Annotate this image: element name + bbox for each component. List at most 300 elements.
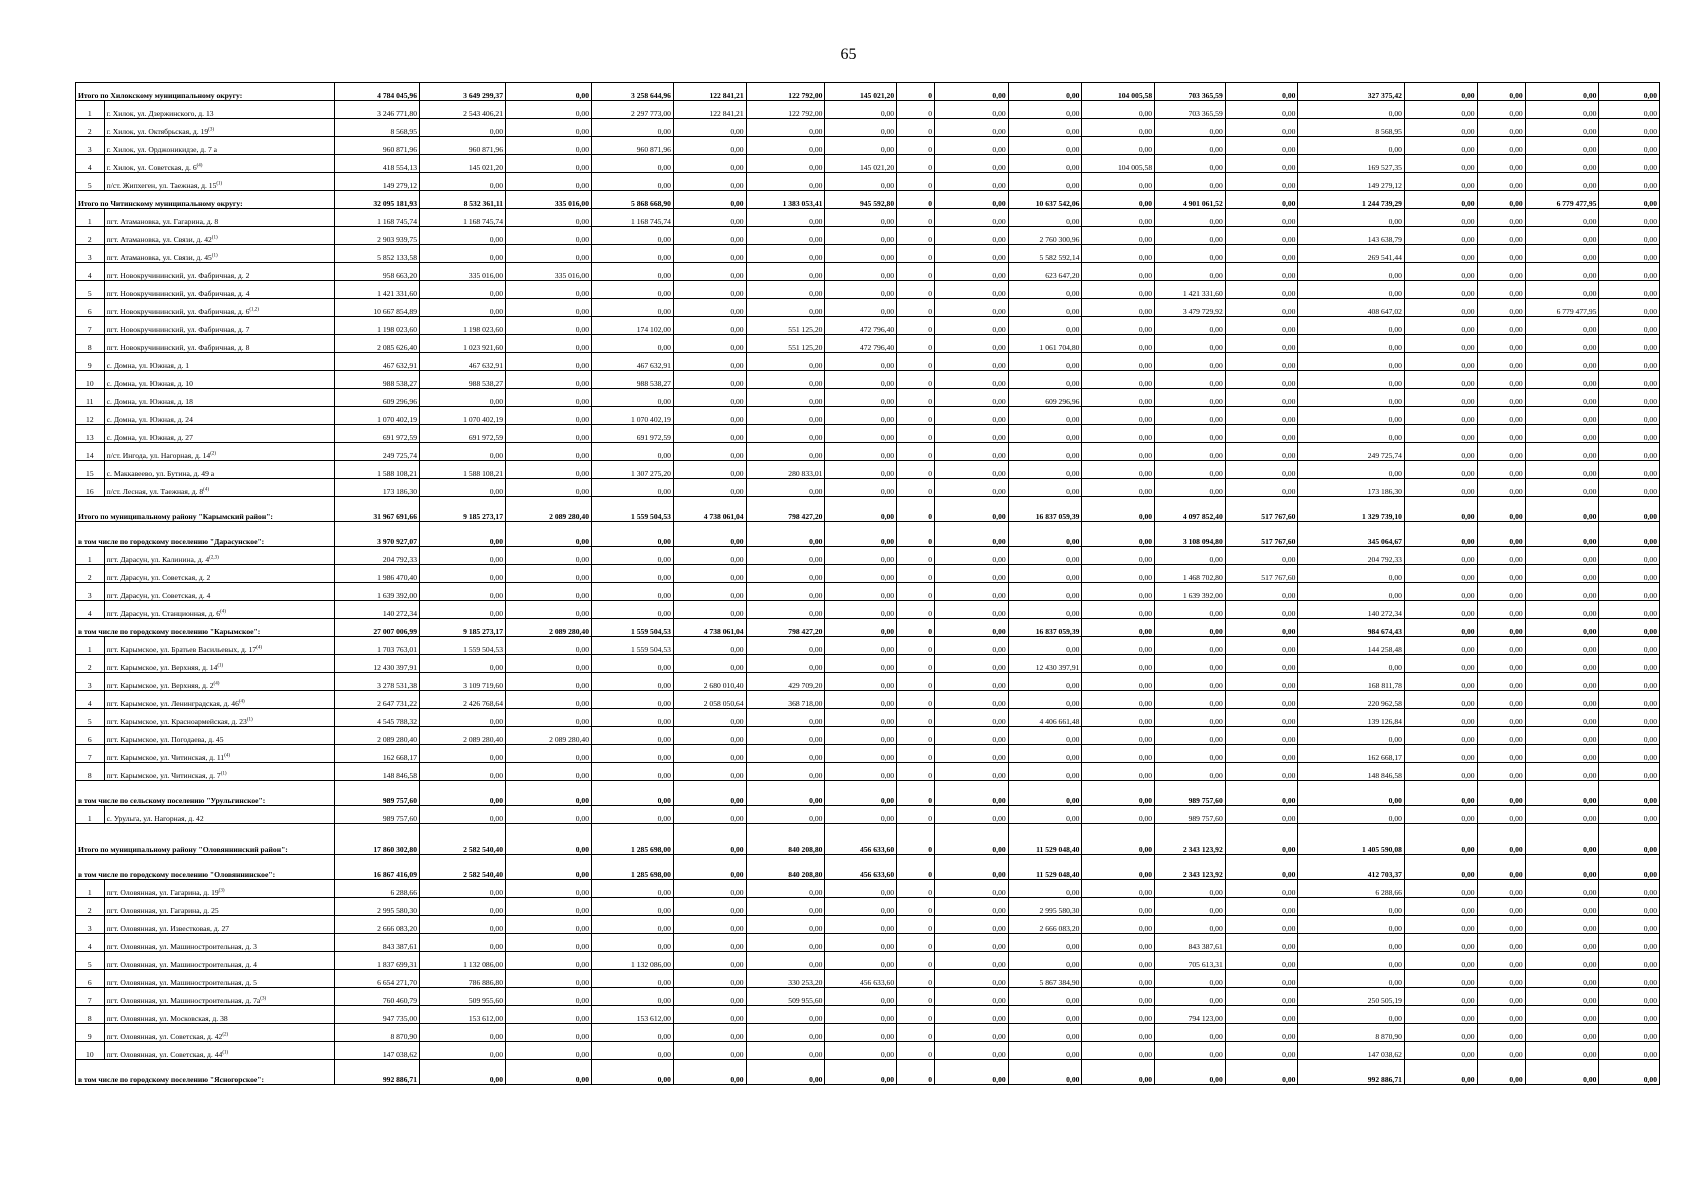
value-cell: 0,00: [825, 209, 897, 227]
value-cell: 0,00: [1404, 155, 1477, 173]
value-cell: 0,00: [506, 934, 592, 952]
value-cell: 0,00: [592, 1024, 674, 1042]
value-cell: 0,00: [1225, 916, 1298, 934]
value-cell: 0,00: [934, 655, 1008, 673]
value-cell: 12 430 397,91: [335, 655, 420, 673]
value-cell: 2 085 626,40: [335, 335, 420, 353]
value-cell: 0,00: [1525, 673, 1599, 691]
value-cell: 0,00: [1155, 880, 1226, 898]
table-row: [76, 281, 1660, 299]
value-cell: 1 307 275,20: [592, 461, 674, 479]
value-cell: 0,00: [506, 317, 592, 335]
value-cell: 0: [897, 952, 935, 970]
value-cell: 0,00: [1008, 880, 1082, 898]
value-cell: 0,00: [1225, 281, 1298, 299]
value-cell: 0,00: [1155, 227, 1226, 245]
address-cell: [104, 371, 334, 389]
row-number: 5: [76, 952, 105, 970]
value-cell: 0,00: [1404, 119, 1477, 137]
value-cell: 0,00: [1008, 83, 1082, 101]
value-cell: 0,00: [506, 119, 592, 137]
table-row: [76, 898, 1660, 916]
value-cell: 0,00: [1477, 655, 1525, 673]
value-cell: 0,00: [1477, 317, 1525, 335]
value-cell: 0,00: [673, 173, 746, 191]
value-cell: 0,00: [1525, 952, 1599, 970]
value-cell: 0,00: [1599, 497, 1660, 522]
value-cell: 0,00: [1404, 988, 1477, 1006]
value-cell: 0,00: [1155, 547, 1226, 565]
value-cell: 0,00: [1008, 583, 1082, 601]
total-row: [76, 83, 1660, 101]
address-cell: [104, 461, 334, 479]
value-cell: 0,00: [1404, 970, 1477, 988]
row-number: 2: [76, 655, 105, 673]
value-cell: 249 725,74: [335, 443, 420, 461]
address-cell: [104, 601, 334, 619]
value-cell: 0,00: [1404, 745, 1477, 763]
value-cell: 140 272,34: [335, 601, 420, 619]
table-row: [76, 443, 1660, 461]
value-cell: 220 962,58: [1298, 691, 1404, 709]
value-cell: 760 460,79: [335, 988, 420, 1006]
value-cell: 0: [897, 745, 935, 763]
value-cell: 0,00: [1477, 407, 1525, 425]
value-cell: 1 421 331,60: [335, 281, 420, 299]
value-cell: 0,00: [1082, 407, 1155, 425]
value-cell: 0,00: [1599, 522, 1660, 547]
value-cell: 0,00: [1298, 934, 1404, 952]
value-cell: 0,00: [1599, 601, 1660, 619]
footnote-mark: (1): [246, 717, 253, 723]
address-cell: [104, 137, 334, 155]
table-row: [76, 727, 1660, 745]
value-cell: 0,00: [1525, 601, 1599, 619]
value-cell: 0,00: [1599, 407, 1660, 425]
value-cell: 6 288,66: [335, 880, 420, 898]
value-cell: 0,00: [673, 898, 746, 916]
row-number: 3: [76, 245, 105, 263]
value-cell: 0,00: [673, 880, 746, 898]
row-number: 2: [76, 565, 105, 583]
table-row: [76, 709, 1660, 727]
address-cell: [104, 227, 334, 245]
value-cell: 3 479 729,92: [1155, 299, 1226, 317]
address-text: пгт. Атамановка, ул. Гагарина, д. 8: [106, 217, 219, 226]
value-cell: 2 089 280,40: [420, 727, 506, 745]
footnote-mark: (4): [213, 681, 220, 687]
value-cell: 0,00: [506, 781, 592, 806]
value-cell: 0,00: [506, 522, 592, 547]
value-cell: 0,00: [934, 1024, 1008, 1042]
value-cell: 0,00: [1298, 281, 1404, 299]
value-cell: 0,00: [1082, 335, 1155, 353]
address-cell: [104, 655, 334, 673]
value-cell: 0,00: [1404, 763, 1477, 781]
value-cell: 0,00: [825, 371, 897, 389]
value-cell: 0,00: [673, 601, 746, 619]
value-cell: 2 058 050,64: [673, 691, 746, 709]
address-text: г. Хилок, ул. Октябрьская, д. 19: [106, 127, 209, 136]
address-cell: [104, 1006, 334, 1024]
value-cell: 0,00: [1477, 479, 1525, 497]
value-cell: 0: [897, 655, 935, 673]
value-cell: 843 387,61: [335, 934, 420, 952]
value-cell: 0,00: [1155, 263, 1226, 281]
value-cell: 2 666 083,20: [335, 916, 420, 934]
value-cell: 0,00: [673, 970, 746, 988]
value-cell: 0,00: [825, 263, 897, 281]
value-cell: 0,00: [1082, 461, 1155, 479]
value-cell: 0,00: [673, 281, 746, 299]
value-cell: 6 654 271,70: [335, 970, 420, 988]
value-cell: 0,00: [1525, 745, 1599, 763]
value-cell: 984 674,43: [1298, 619, 1404, 637]
value-cell: 0,00: [1599, 709, 1660, 727]
row-number: 3: [76, 916, 105, 934]
value-cell: 5 867 384,90: [1008, 970, 1082, 988]
value-cell: 0,00: [1525, 281, 1599, 299]
value-cell: 0,00: [1008, 522, 1082, 547]
value-cell: 0,00: [746, 1060, 825, 1085]
value-cell: 0,00: [1155, 1042, 1226, 1060]
value-cell: 0,00: [1082, 727, 1155, 745]
value-cell: 0,00: [1477, 155, 1525, 173]
value-cell: 0,00: [1477, 988, 1525, 1006]
value-cell: 0,00: [1525, 855, 1599, 880]
value-cell: 0,00: [825, 1006, 897, 1024]
value-cell: 0,00: [1599, 461, 1660, 479]
value-cell: 0,00: [592, 691, 674, 709]
value-cell: 517 767,60: [1225, 565, 1298, 583]
value-cell: 0,00: [592, 673, 674, 691]
value-cell: 0,00: [1477, 335, 1525, 353]
row-number: 8: [76, 335, 105, 353]
value-cell: 0,00: [1298, 335, 1404, 353]
value-cell: 0,00: [1082, 691, 1155, 709]
value-cell: 0,00: [1477, 522, 1525, 547]
row-number: 4: [76, 934, 105, 952]
value-cell: 145 021,20: [420, 155, 506, 173]
value-cell: 0,00: [1155, 655, 1226, 673]
value-cell: 0,00: [1008, 209, 1082, 227]
value-cell: 0,00: [1082, 824, 1155, 855]
value-cell: 173 186,30: [1298, 479, 1404, 497]
value-cell: 0,00: [1599, 1042, 1660, 1060]
address-text: с. Маккавеево, ул. Бутина, д. 49 а: [106, 469, 215, 478]
value-cell: 0,00: [506, 443, 592, 461]
value-cell: 0,00: [1008, 806, 1082, 824]
value-cell: 0,00: [1525, 389, 1599, 407]
footnote-mark: (1,2): [249, 307, 259, 313]
value-cell: 0,00: [592, 781, 674, 806]
row-number: 12: [76, 407, 105, 425]
address-text: пгт. Оловянная, ул. Советская, д. 42: [106, 1032, 223, 1041]
value-cell: 0,00: [1155, 691, 1226, 709]
value-cell: 0,00: [1525, 583, 1599, 601]
value-cell: 0,00: [1477, 263, 1525, 281]
address-text: пгт. Оловянная, ул. Машиностроительная, д. 3: [106, 942, 257, 951]
value-cell: 0,00: [934, 934, 1008, 952]
value-cell: 0,00: [506, 1060, 592, 1085]
value-cell: 0,00: [1525, 1042, 1599, 1060]
value-cell: 0,00: [1525, 371, 1599, 389]
value-cell: 0,00: [1155, 745, 1226, 763]
value-cell: 335 016,00: [420, 263, 506, 281]
value-cell: 0,00: [1404, 461, 1477, 479]
value-cell: 0,00: [1599, 824, 1660, 855]
value-cell: 0,00: [1082, 209, 1155, 227]
value-cell: 0,00: [934, 191, 1008, 209]
value-cell: 0,00: [1082, 1024, 1155, 1042]
value-cell: 0,00: [673, 245, 746, 263]
value-cell: 0,00: [1225, 83, 1298, 101]
address-text: пгт. Оловянная, ул. Машиностроительная, д. 4: [106, 960, 257, 969]
value-cell: 0,00: [1298, 655, 1404, 673]
value-cell: 0,00: [1298, 952, 1404, 970]
page-number: 65: [840, 46, 857, 63]
address-text: пгт. Оловянная, ул. Советская, д. 44: [106, 1050, 223, 1059]
value-cell: 0,00: [592, 1042, 674, 1060]
value-cell: 0: [897, 522, 935, 547]
value-cell: 0,00: [1525, 988, 1599, 1006]
value-cell: 0,00: [746, 155, 825, 173]
value-cell: 0,00: [934, 263, 1008, 281]
value-cell: 0,00: [1477, 1024, 1525, 1042]
value-cell: 250 505,19: [1298, 988, 1404, 1006]
value-cell: 0,00: [1404, 637, 1477, 655]
value-cell: 0,00: [746, 763, 825, 781]
table-row: [76, 119, 1660, 137]
value-cell: 0,00: [1225, 1006, 1298, 1024]
address-text: п/ст. Ингода, ул. Нагорная, д. 14: [106, 451, 211, 460]
value-cell: 467 632,91: [592, 353, 674, 371]
row-number: 14: [76, 443, 105, 461]
value-cell: 2 089 280,40: [506, 727, 592, 745]
value-cell: 0,00: [1008, 461, 1082, 479]
value-cell: 0,00: [1599, 353, 1660, 371]
total-label: в том числе по сельскому поселению "Урульгинское":: [76, 781, 335, 806]
value-cell: 0,00: [934, 727, 1008, 745]
footnote-mark: (2): [222, 1032, 229, 1038]
value-cell: 0,00: [825, 299, 897, 317]
value-cell: 0,00: [1599, 619, 1660, 637]
value-cell: 0,00: [1155, 407, 1226, 425]
value-cell: 149 279,12: [1298, 173, 1404, 191]
table-row: [76, 227, 1660, 245]
value-cell: 0,00: [592, 299, 674, 317]
value-cell: 0: [897, 407, 935, 425]
value-cell: 840 208,80: [746, 855, 825, 880]
footnote-mark: (1): [211, 235, 218, 241]
value-cell: 0,00: [592, 335, 674, 353]
value-cell: 0,00: [1155, 1060, 1226, 1085]
value-cell: 0,00: [825, 1024, 897, 1042]
row-number: 1: [76, 637, 105, 655]
value-cell: 0,00: [1082, 317, 1155, 335]
value-cell: 0: [897, 371, 935, 389]
value-cell: 0: [897, 763, 935, 781]
value-cell: 0,00: [934, 1006, 1008, 1024]
value-cell: 798 427,20: [746, 619, 825, 637]
value-cell: 0,00: [825, 497, 897, 522]
value-cell: 0,00: [1477, 745, 1525, 763]
value-cell: 0,00: [746, 934, 825, 952]
value-cell: 0: [897, 691, 935, 709]
value-cell: 0,00: [1599, 173, 1660, 191]
value-cell: 122 792,00: [746, 101, 825, 119]
value-cell: 0,00: [1477, 1060, 1525, 1085]
value-cell: 0: [897, 970, 935, 988]
value-cell: 144 258,48: [1298, 637, 1404, 655]
value-cell: 0,00: [673, 353, 746, 371]
value-cell: 0: [897, 191, 935, 209]
value-cell: 0,00: [1404, 443, 1477, 461]
table-row: [76, 583, 1660, 601]
value-cell: 0,00: [934, 209, 1008, 227]
value-cell: 2 680 010,40: [673, 673, 746, 691]
value-cell: 0,00: [1404, 934, 1477, 952]
row-number: 10: [76, 1042, 105, 1060]
value-cell: 0,00: [1155, 479, 1226, 497]
row-number: 10: [76, 371, 105, 389]
value-cell: 2 089 280,40: [335, 727, 420, 745]
value-cell: 1 285 698,00: [592, 824, 674, 855]
value-cell: 0,00: [673, 479, 746, 497]
value-cell: 0,00: [1008, 637, 1082, 655]
value-cell: 2 666 083,20: [1008, 916, 1082, 934]
value-cell: 2 426 768,64: [420, 691, 506, 709]
value-cell: 0,00: [1082, 281, 1155, 299]
value-cell: 0,00: [673, 916, 746, 934]
table-row: [76, 1042, 1660, 1060]
value-cell: 0,00: [420, 565, 506, 583]
value-cell: 1 198 023,60: [420, 317, 506, 335]
value-cell: 11 529 048,40: [1008, 824, 1082, 855]
value-cell: 0,00: [825, 601, 897, 619]
value-cell: 0,00: [1477, 425, 1525, 443]
value-cell: 5 582 592,14: [1008, 245, 1082, 263]
value-cell: 0,00: [1155, 619, 1226, 637]
value-cell: 0,00: [673, 389, 746, 407]
value-cell: 0,00: [592, 155, 674, 173]
value-cell: 0,00: [420, 1060, 506, 1085]
address-cell: [104, 263, 334, 281]
value-cell: 16 837 059,39: [1008, 619, 1082, 637]
value-cell: 0,00: [506, 952, 592, 970]
value-cell: 0,00: [673, 934, 746, 952]
value-cell: 0,00: [1477, 727, 1525, 745]
value-cell: 0,00: [1477, 443, 1525, 461]
value-cell: 5 868 668,90: [592, 191, 674, 209]
value-cell: 0,00: [1477, 952, 1525, 970]
value-cell: 0,00: [420, 443, 506, 461]
value-cell: 0,00: [592, 227, 674, 245]
value-cell: 0,00: [1599, 209, 1660, 227]
total-row: [76, 824, 1660, 855]
value-cell: 0,00: [746, 727, 825, 745]
value-cell: 0,00: [1477, 173, 1525, 191]
footnote-mark: (1): [222, 1050, 229, 1056]
value-cell: 0,00: [934, 880, 1008, 898]
value-cell: 0,00: [1525, 880, 1599, 898]
value-cell: 0,00: [1155, 389, 1226, 407]
value-cell: 2 297 773,00: [592, 101, 674, 119]
value-cell: 0,00: [825, 522, 897, 547]
value-cell: 0,00: [1525, 691, 1599, 709]
address-cell: [104, 281, 334, 299]
value-cell: 0,00: [420, 1042, 506, 1060]
value-cell: 0,00: [506, 371, 592, 389]
value-cell: 0,00: [506, 691, 592, 709]
value-cell: 0,00: [1082, 952, 1155, 970]
value-cell: 0,00: [1477, 461, 1525, 479]
address-cell: [104, 209, 334, 227]
total-row: [76, 522, 1660, 547]
value-cell: 0,00: [1082, 1060, 1155, 1085]
value-cell: 0,00: [1298, 1006, 1404, 1024]
address-text: пгт. Оловянная, ул. Машиностроительная, д. 5: [106, 978, 257, 987]
value-cell: 0,00: [746, 371, 825, 389]
row-number: 1: [76, 547, 105, 565]
table-row: [76, 137, 1660, 155]
value-cell: 0,00: [934, 497, 1008, 522]
value-cell: 0,00: [825, 1060, 897, 1085]
value-cell: 0,00: [1008, 173, 1082, 191]
row-number: 7: [76, 317, 105, 335]
row-number: 3: [76, 583, 105, 601]
value-cell: 0,00: [673, 299, 746, 317]
value-cell: 0,00: [1082, 601, 1155, 619]
value-cell: 0,00: [1225, 1060, 1298, 1085]
value-cell: 0,00: [1525, 353, 1599, 371]
value-cell: 0,00: [1082, 916, 1155, 934]
value-cell: 0,00: [1404, 673, 1477, 691]
value-cell: 0,00: [1298, 583, 1404, 601]
value-cell: 0,00: [934, 970, 1008, 988]
value-cell: 139 126,84: [1298, 709, 1404, 727]
table-row: [76, 101, 1660, 119]
value-cell: 0,00: [1404, 407, 1477, 425]
value-cell: 0,00: [506, 806, 592, 824]
value-cell: 0,00: [934, 83, 1008, 101]
address-text: пгт. Оловянная, ул. Машиностроительная, д. 7а: [106, 996, 261, 1005]
total-label: Итого по муниципальному району "Оловяннинский район":: [76, 824, 335, 855]
table-row: [76, 353, 1660, 371]
value-cell: 691 972,59: [335, 425, 420, 443]
value-cell: 0,00: [746, 565, 825, 583]
value-cell: 0,00: [934, 479, 1008, 497]
footnote-mark: (4): [196, 163, 203, 169]
value-cell: 0,00: [592, 601, 674, 619]
value-cell: 509 955,60: [420, 988, 506, 1006]
footnote-mark: (1): [217, 663, 224, 669]
value-cell: 988 538,27: [592, 371, 674, 389]
value-cell: 0,00: [825, 691, 897, 709]
value-cell: 0,00: [673, 745, 746, 763]
value-cell: 0,00: [1599, 299, 1660, 317]
value-cell: 960 871,96: [592, 137, 674, 155]
row-number: 6: [76, 970, 105, 988]
value-cell: 0,00: [746, 173, 825, 191]
value-cell: 0,00: [420, 522, 506, 547]
value-cell: 0,00: [1298, 425, 1404, 443]
value-cell: 0,00: [1008, 407, 1082, 425]
value-cell: 0,00: [1525, 1024, 1599, 1042]
value-cell: 0,00: [1008, 371, 1082, 389]
value-cell: 0,00: [1599, 745, 1660, 763]
table-row: [76, 209, 1660, 227]
